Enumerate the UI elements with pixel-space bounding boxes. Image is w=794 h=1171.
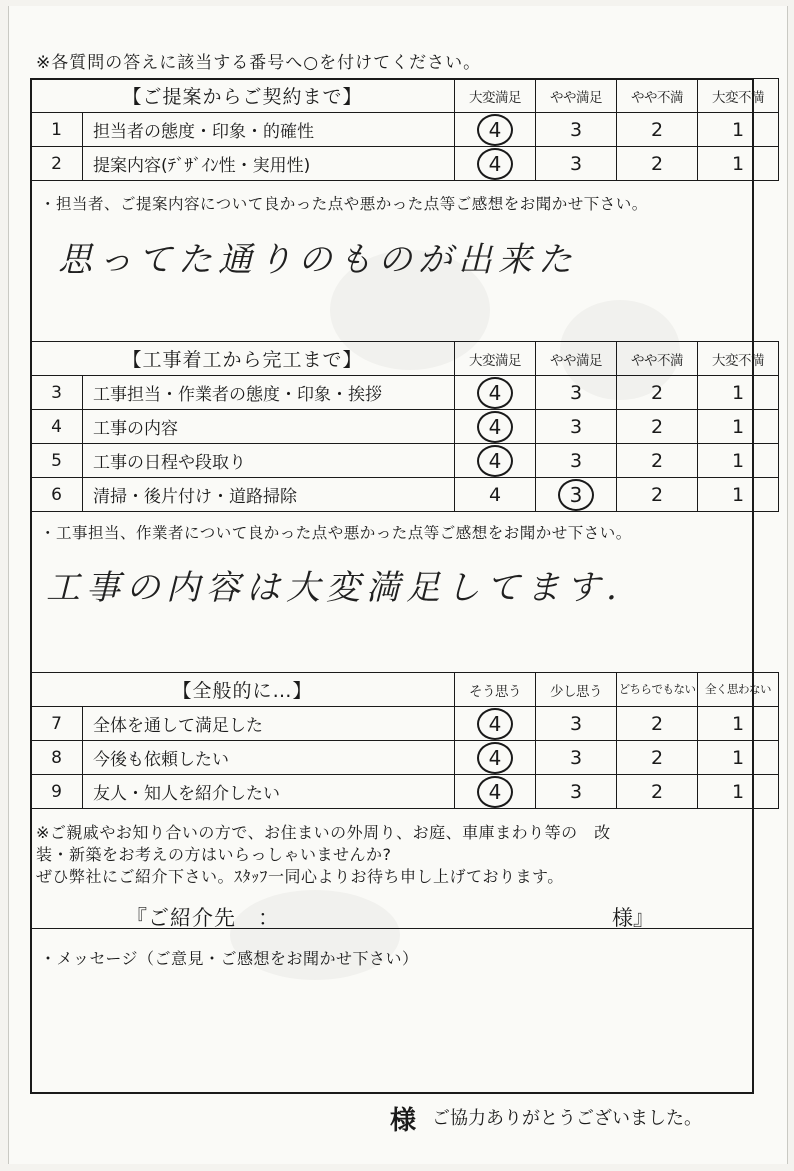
rating-option-2[interactable] xyxy=(617,147,698,181)
rating-value: 3 xyxy=(569,449,583,472)
rating-option-2[interactable] xyxy=(617,376,698,410)
referral-line-3: ぜひ弊社にご紹介下さい。ｽﾀｯﾌ一同心よりお待ち申し上げております。 xyxy=(36,867,564,886)
rating-value: 3 xyxy=(569,746,583,769)
question-row xyxy=(31,478,779,512)
question-number: 8 xyxy=(31,741,83,775)
rating-option-3[interactable] xyxy=(536,113,617,147)
rating-value: 1 xyxy=(731,780,745,803)
referral-label: 『ご紹介先 ： xyxy=(126,906,280,930)
header-very-dissatisfied: 大変不満 xyxy=(698,342,779,376)
rating-option-3[interactable] xyxy=(536,147,617,181)
selected-rating-circle: 4 xyxy=(477,742,513,774)
question-row xyxy=(31,410,779,444)
question-row xyxy=(31,444,779,478)
rating-option-4[interactable] xyxy=(455,478,536,512)
question-label: 今後も依頼したい xyxy=(83,741,455,775)
referral-suffix: 様』 xyxy=(612,906,654,930)
header-somewhat-agree: 少し思う xyxy=(536,673,617,707)
header-disagree: 全く思わない xyxy=(698,673,779,707)
rating-option-1[interactable] xyxy=(698,444,779,478)
rating-value: 1 xyxy=(731,746,745,769)
rating-option-3[interactable] xyxy=(536,376,617,410)
selected-rating-circle: 3 xyxy=(558,479,594,511)
rating-option-2[interactable] xyxy=(617,707,698,741)
rating-option-2[interactable] xyxy=(617,478,698,512)
question-row xyxy=(31,775,779,809)
question-number: 2 xyxy=(31,147,83,181)
question-label: 清掃・後片付け・道路掃除 xyxy=(83,478,455,512)
rating-value: 2 xyxy=(650,415,664,438)
rating-option-1[interactable] xyxy=(698,410,779,444)
question-number: 6 xyxy=(31,478,83,512)
selected-rating-circle: 4 xyxy=(477,411,513,443)
rating-value: 2 xyxy=(650,780,664,803)
section1-comment-answer[interactable]: 思ってた通りのものが出来た xyxy=(58,240,578,280)
question-number: 3 xyxy=(31,376,83,410)
rating-option-2[interactable] xyxy=(617,113,698,147)
question-label: 担当者の態度・印象・的確性 xyxy=(83,113,455,147)
rating-option-4[interactable] xyxy=(455,410,536,444)
rating-option-3[interactable] xyxy=(536,410,617,444)
rating-value: 2 xyxy=(650,712,664,735)
question-label: 友人・知人を紹介したい xyxy=(83,775,455,809)
rating-value: 1 xyxy=(731,449,745,472)
question-number: 9 xyxy=(31,775,83,809)
rating-value: 2 xyxy=(650,381,664,404)
question-row xyxy=(31,707,779,741)
selected-rating-circle: 4 xyxy=(477,445,513,477)
section2-comment-prompt: ・工事担当、作業者について良かった点や悪かった点等ご感想をお聞かせ下さい。 xyxy=(40,524,632,542)
question-label: 工事の日程や段取り xyxy=(83,444,455,478)
selected-rating-circle: 4 xyxy=(477,114,513,146)
question-number: 7 xyxy=(31,707,83,741)
rating-option-1[interactable] xyxy=(698,478,779,512)
referral-input[interactable] xyxy=(310,900,600,928)
section2-table xyxy=(30,341,779,512)
rating-option-3[interactable] xyxy=(536,478,617,512)
rating-value: 4 xyxy=(488,483,502,506)
rating-option-1[interactable] xyxy=(698,775,779,809)
rating-option-1[interactable] xyxy=(698,707,779,741)
message-input[interactable] xyxy=(40,975,740,1085)
rating-option-3[interactable] xyxy=(536,741,617,775)
rating-option-4[interactable] xyxy=(455,444,536,478)
section3-title: 【全般的に…】 xyxy=(31,673,455,707)
rating-option-1[interactable] xyxy=(698,376,779,410)
rating-option-2[interactable] xyxy=(617,775,698,809)
rating-option-2[interactable] xyxy=(617,741,698,775)
question-number: 1 xyxy=(31,113,83,147)
rating-option-4[interactable] xyxy=(455,707,536,741)
question-label: 全体を通して満足した xyxy=(83,707,455,741)
rating-option-4[interactable] xyxy=(455,113,536,147)
section2-title: 【工事着工から完工まで】 xyxy=(31,342,455,376)
rating-option-4[interactable] xyxy=(455,147,536,181)
rating-option-3[interactable] xyxy=(536,707,617,741)
rating-value: 1 xyxy=(731,415,745,438)
selected-rating-circle: 4 xyxy=(477,148,513,180)
header-somewhat-dissatisfied: やや不満 xyxy=(617,79,698,113)
header-neutral: どちらでもない xyxy=(617,673,698,707)
rating-value: 1 xyxy=(731,712,745,735)
rating-option-1[interactable] xyxy=(698,113,779,147)
selected-rating-circle: 4 xyxy=(477,708,513,740)
section3-table xyxy=(30,672,779,809)
header-somewhat-dissatisfied: やや不満 xyxy=(617,342,698,376)
question-label: 工事の内容 xyxy=(83,410,455,444)
message-prompt: ・メッセージ（ご意見・ご感想をお聞かせ下さい） xyxy=(40,949,419,968)
rating-value: 1 xyxy=(731,152,745,175)
rating-option-3[interactable] xyxy=(536,444,617,478)
rating-value: 1 xyxy=(731,118,745,141)
rating-option-4[interactable] xyxy=(455,741,536,775)
rating-value: 3 xyxy=(569,152,583,175)
question-label: 工事担当・作業者の態度・印象・挨拶 xyxy=(83,376,455,410)
header-somewhat-satisfied: やや満足 xyxy=(536,342,617,376)
question-row xyxy=(31,113,779,147)
section1-comment-prompt: ・担当者、ご提案内容について良かった点や悪かった点等ご感想をお聞かせ下さい。 xyxy=(40,195,648,213)
question-number: 4 xyxy=(31,410,83,444)
rating-value: 3 xyxy=(569,415,583,438)
rating-value: 2 xyxy=(650,118,664,141)
referral-line-2: 装・新築をお考えの方はいらっしゃいませんか? xyxy=(36,845,392,864)
rating-value: 2 xyxy=(650,449,664,472)
rating-option-1[interactable] xyxy=(698,147,779,181)
rating-value: 1 xyxy=(731,381,745,404)
question-row xyxy=(31,376,779,410)
question-number: 5 xyxy=(31,444,83,478)
section1-table xyxy=(30,78,779,181)
instruction-text: ※各質問の答えに該当する番号へ○を付けてください。 xyxy=(36,53,482,73)
rating-value: 3 xyxy=(569,712,583,735)
rating-option-4[interactable] xyxy=(455,376,536,410)
header-very-dissatisfied: 大変不満 xyxy=(698,79,779,113)
header-somewhat-satisfied: やや満足 xyxy=(536,79,617,113)
rating-value: 3 xyxy=(569,118,583,141)
rating-option-1[interactable] xyxy=(698,741,779,775)
footer-thanks: ご協力ありがとうございました。 xyxy=(432,1108,702,1129)
referral-line-1: ※ご親戚やお知り合いの方で、お住まいの外周り、お庭、車庫まわり等の 改 xyxy=(36,823,611,842)
rating-value: 3 xyxy=(569,780,583,803)
header-very-satisfied: 大変満足 xyxy=(455,79,536,113)
section1-title: 【ご提案からご契約まで】 xyxy=(31,79,455,113)
rating-value: 2 xyxy=(650,483,664,506)
rating-value: 3 xyxy=(569,381,583,404)
rating-option-3[interactable] xyxy=(536,775,617,809)
rating-option-2[interactable] xyxy=(617,410,698,444)
rating-value: 2 xyxy=(650,746,664,769)
section2-comment-answer[interactable]: 工事の内容は大変満足してます. xyxy=(46,568,623,608)
rating-value: 1 xyxy=(731,483,745,506)
footer-sama: 様 xyxy=(390,1106,417,1136)
header-very-satisfied: 大変満足 xyxy=(455,342,536,376)
selected-rating-circle: 4 xyxy=(477,377,513,409)
question-label: 提案内容(ﾃﾞｻﾞｲﾝ性・実用性) xyxy=(83,147,455,181)
header-agree: そう思う xyxy=(455,673,536,707)
rating-option-2[interactable] xyxy=(617,444,698,478)
rating-value: 2 xyxy=(650,152,664,175)
question-row xyxy=(31,741,779,775)
selected-rating-circle: 4 xyxy=(477,776,513,808)
rating-option-4[interactable] xyxy=(455,775,536,809)
question-row xyxy=(31,147,779,181)
referral-divider xyxy=(30,928,754,929)
